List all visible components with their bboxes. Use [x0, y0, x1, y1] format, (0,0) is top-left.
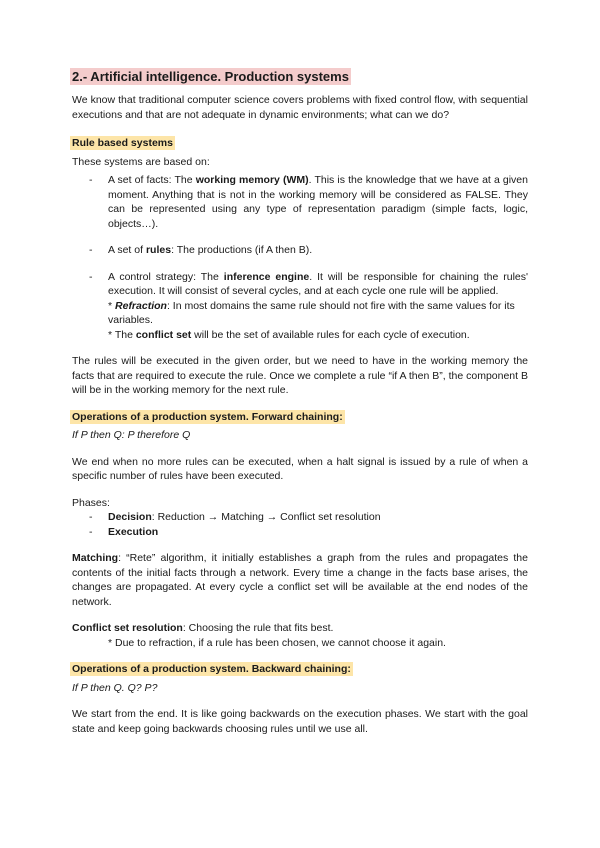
rule-based-lead: These systems are based on: [72, 155, 210, 168]
backward-chaining-heading: Operations of a production system. Backward chaining: [72, 663, 351, 675]
dash-marker: - [89, 511, 93, 523]
dash-marker: - [89, 270, 93, 283]
term-rules: rules [145, 244, 172, 256]
term-inference-engine: inference engine [223, 270, 310, 283]
refraction-choice-note: * Due to refraction, if a rule has been chosen, we cannot choose it again. [108, 636, 446, 649]
list-item-facts: - A set of facts: The working memory (WM). This is the knowledge that we have at a given moment. Anything that is not in the working memory will be considered as FALSE. They can be represented using any type of representation paradigm (simple facts, logic, objects…). [89, 174, 528, 230]
term-working-memory: working memory (WM) [195, 174, 309, 186]
forward-chaining-heading: Operations of a production system. Forward chaining: [72, 410, 343, 423]
term-conflict-set: conflict set [135, 328, 192, 341]
conflict-resolution-paragraph: Conflict set resolution: Choosing the rule that fits best. [72, 622, 334, 634]
backward-paragraph: We start from the end. It is like going backwards on the execution phases. We start with the goal state and keep going backwards choosing rules until we use all. [72, 708, 528, 735]
list-item-rules: - A set of rules: The productions (if A then B). [89, 244, 313, 256]
backward-formula: If P then Q. Q? P? [72, 681, 158, 694]
term-execution: Execution [108, 525, 159, 538]
list-item-control-strategy: - A control strategy: The inference engine. It will be responsible for chaining the rules' execution. It will consist of several cycles, and at each cycle one rule will be applied. * Refraction: In most domains the same rule should not fire with the same values for its variables. * The conflict set will be the set of available rules for each cycle of execution. [89, 270, 529, 341]
dash-marker: - [89, 244, 93, 256]
matching-paragraph: Matching: “Rete” algorithm, it initially establishes a graph from the rules and propagates the contents of the initial facts through a network. Every time a change in the facts base arises, the changes are propagated. At every cycle a conflict set will be available at the end nodes of the network. [72, 552, 528, 608]
rule-based-heading: Rule based systems [72, 137, 173, 149]
term-conflict-resolution: Conflict set resolution [72, 622, 183, 634]
rules-order-paragraph: The rules will be executed in the given order, but we need to have in the working memory the facts that are required to execute the rule. Once we complete a rule “if A then B”, the component B will be in the working memory for the next rule. [72, 355, 528, 396]
forward-end-paragraph: We end when no more rules can be executed, when a halt signal is issued by a rule of when a specific number of rules have been executed. [72, 455, 528, 482]
section-title: 2.- Artificial intelligence. Production systems [72, 69, 349, 84]
page-content [72, 68, 528, 736]
intro-paragraph: We know that traditional computer science covers problems with fixed control flow, with sequential executions and that are not adequate in dynamic environments; what can we do? [72, 94, 528, 121]
phase-execution [72, 525, 528, 540]
dash-marker: - [89, 525, 93, 538]
dash-marker: - [89, 174, 93, 186]
term-matching: Matching [72, 552, 119, 564]
term-refraction: Refraction [115, 299, 167, 312]
conflict-set-note: * The conflict set will be the set of available rules for each cycle of execution. [108, 328, 470, 341]
phase-decision: - Decision: Reduction → Matching → Conflict set resolution [89, 511, 381, 523]
term-decision: Decision [108, 511, 152, 523]
refraction-note: * Refraction: In most domains the same rule should not fire with the same values for its variables. [108, 299, 515, 326]
phases-label: Phases: [72, 496, 110, 509]
forward-formula: If P then Q: P therefore Q [72, 429, 191, 441]
